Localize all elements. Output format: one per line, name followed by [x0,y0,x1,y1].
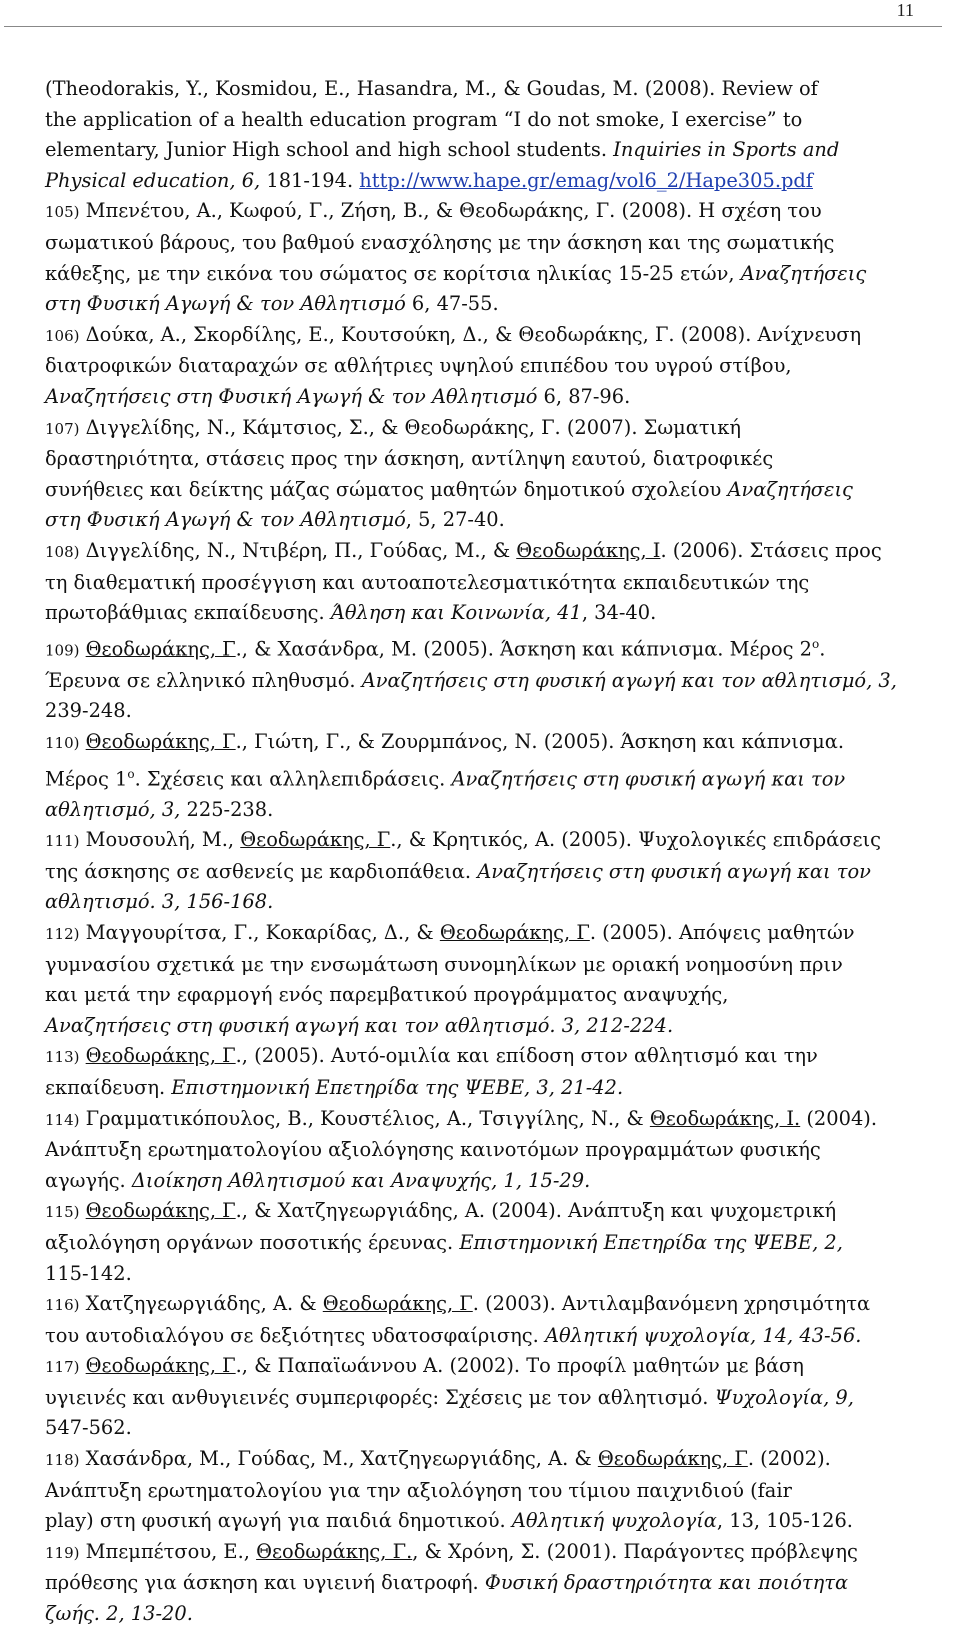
ref-number: 110) [45,733,80,752]
ref-number: 105) [45,203,80,222]
ref-number: 116) [45,1296,80,1315]
reference-105: 105) Μπενέτου, Α., Κωφού, Γ., Ζήση, Β., & Θεοδωράκης, Γ. (2008). Η σχέση του σωματικού βάρους, του βαθμού ενασχόλησης με την άσκηση και της σωματικής κάθεξης, με την εικόνα του σώματος σε κορίτσια ηλικίας 15-25 ετών, Αναζητήσεις στη Φυσική Αγωγή & τον Αθλητισμό 6, 47-55. [45,199,867,316]
ref-line: the application of a health education program “I do not smoke, I exercise” to [45,107,803,131]
reference-110: 110) Θεοδωράκης, Γ., Γιώτη, Γ., & Ζουρμπάνος, Ν. (2005). Άσκηση και κάπνισμα. Μέρος $1^o$. Σχέσεις και αλληλεπιδράσεις. Αναζητήσεις στη φυσική αγωγή και τον αθλητισμό, 3, 225-238. [45,729,846,821]
ref-number: 109) [45,641,80,660]
ref-number: 106) [45,326,80,345]
header-rule [4,26,942,27]
journal-title: Physical education, 6, [45,168,261,192]
reference-link[interactable]: http://www.hape.gr/emag/vol6_2/Hape305.pdf [359,168,813,192]
reference-continued [45,74,950,196]
page-number: 11 [896,0,914,20]
ref-number: 114) [45,1110,80,1129]
ref-number: 108) [45,542,80,561]
reference-109: 109) Θεοδωράκης, Γ., & Χασάνδρα, Μ. (2005). Άσκηση και κάπνισμα. Μέρος $2^o$. Έρευνα σε ελληνικό πληθυσμό. Αναζητήσεις στη φυσική αγωγή και τον αθλητισμό, 3, 239-248. [45,636,897,723]
ref-line: Physical education, 6, 181-194. http://www.hape.gr/emag/vol6_2/Hape305.pdf [45,168,813,192]
ref-line: (Theodorakis, Y., Kosmidou, E., Hasandra, M., & Goudas, M. (2008). Review of [45,77,818,100]
reference-list [45,74,950,1630]
reference-119: 119) Μπεμπέτσου, Ε., Θεοδωράκης, Γ., & Χρόνη, Σ. (2001). Παράγοντες πρόβλεψης πρόθεσης για άσκηση και υγιεινή διατροφή. Φυσική δραστηριότητα και ποιότητα ζωής. 2, 13-20. [45,1539,858,1626]
reference-115: 115) Θεοδωράκης, Γ., & Χατζηγεωργιάδης, Α. (2004). Ανάπτυξη και ψυχομετρική αξιολόγηση οργάνων ποσοτικής έρευνας. Επιστημονική Επετηρίδα της ΨΕΒΕ, 2, 115-142. [45,1199,843,1285]
reference-116: 116) Χατζηγεωργιάδης, Α. & Θεοδωράκης, Γ. (2003). Αντιλαμβανόμενη χρησιμότητα του αυτοδιαλόγου σε δεξιότητες υδατοσφαίρισης. Αθλητική ψυχολογία, 14, 43-56. [45,1292,871,1347]
ref-number: 118) [45,1451,80,1470]
ref-number: 119) [45,1543,80,1562]
reference-111: 111) Μουσουλή, Μ., Θεοδωράκης, Γ., & Κρητικός, Α. (2005). Ψυχολογικές επιδράσεις της άσκησης σε ασθενείς με καρδιοπάθεια. Αναζητήσεις στη φυσική αγωγή και τον αθλητισμό. 3, 156-168. [45,828,881,914]
reference-106: 106) Δούκα, Α., Σκορδίλης, Ε., Κουτσούκη, Δ., & Θεοδωράκης, Γ. (2008). Ανίχνευση διατροφικών διαταραχών σε αθλήτριες υψηλού επιπέδου του υγρού στίβου, Αναζητήσεις στη Φυσική Αγωγή & τον Αθλητισμό 6, 87-96. [45,322,862,408]
reference-107: 107) Διγγελίδης, Ν., Κάμτσιος, Σ., & Θεοδωράκης, Γ. (2007). Σωματική δραστηριότητα, στάσεις προς την άσκηση, αντίληψη εαυτού, διατροφικές συνήθειες και δείκτης μάζας σώματος μαθητών δημοτικού σχολείου Αναζητήσεις στη Φυσική Αγωγή & τον Αθλητισμό, 5, 27-40. [45,415,853,532]
reference-112: 112) Μαγγουρίτσα, Γ., Κοκαρίδας, Δ., & Θεοδωράκης, Γ. (2005). Απόψεις μαθητών γυμνασίου σχετικά με την ενσωμάτωση συνομηλίκων με οριακή νοημοσύνη πριν και μετά την εφαρμογή ενός παρεμβατικού προγράμματος αναψυχής, Αναζητήσεις στη φυσική αγωγή και τον αθλητισμό. 3, 212-224. [45,920,855,1037]
journal-title: Inquiries in Sports and [613,138,840,162]
ref-number: 111) [45,832,80,851]
ref-number: 112) [45,924,80,943]
ref-number: 117) [45,1358,80,1377]
ref-line: elementary, Junior High school and high school students. Inquiries in Sports and [45,138,840,162]
reference-117: 117) Θεοδωράκης, Γ., & Παπαϊωάννου Α. (2002). Το προφίλ μαθητών με βάση υγιεινές και ανθυγιεινές συμπεριφορές: Σχέσεις με τον αθλητισμό. Ψυχολογία, 9, 547-562. [45,1354,854,1440]
reference-118: 118) Χασάνδρα, Μ., Γούδας, Μ., Χατζηγεωργιάδης, Α. & Θεοδωράκης, Γ. (2002). Ανάπτυξη ερωτηματολογίου για την αξιολόγηση του τίμιου παιχνιδιού (fair play) στη φυσική αγωγή για παιδιά δημοτικού. Αθλητική ψυχολογία, 13, 105-126. [45,1447,853,1533]
reference-108: 108) Διγγελίδης, Ν., Ντιβέρη, Π., Γούδας, Μ., & Θεοδωράκης, Ι. (2006). Στάσεις προς τη διαθεματική προσέγγιση και αυτοαποτελεσματικότητα εκπαιδευτικών της πρωτοβάθμιας εκπαίδευσης. Άθληση και Κοινωνία, 41, 34-40. [45,538,882,625]
reference-113: 113) Θεοδωράκης, Γ., (2005). Αυτό-ομιλία και επίδοση στον αθλητισμό και την εκπαίδευση. Επιστημονική Επετηρίδα της ΨΕΒΕ, 3, 21-42. [45,1044,818,1099]
ref-number: 107) [45,419,80,438]
reference-114: 114) Γραμματικόπουλος, Β., Κουστέλιος, Α., Τσιγγίλης, Ν., & Θεοδωράκης, Ι. (2004). Ανάπτυξη ερωτηματολογίου αξιολόγησης καινοτόμων προγραμμάτων φυσικής αγωγής. Διοίκηση Αθλητισμού και Αναψυχής, 1, 15-29. [45,1106,878,1192]
ref-number: 113) [45,1048,80,1067]
ref-number: 115) [45,1203,80,1222]
